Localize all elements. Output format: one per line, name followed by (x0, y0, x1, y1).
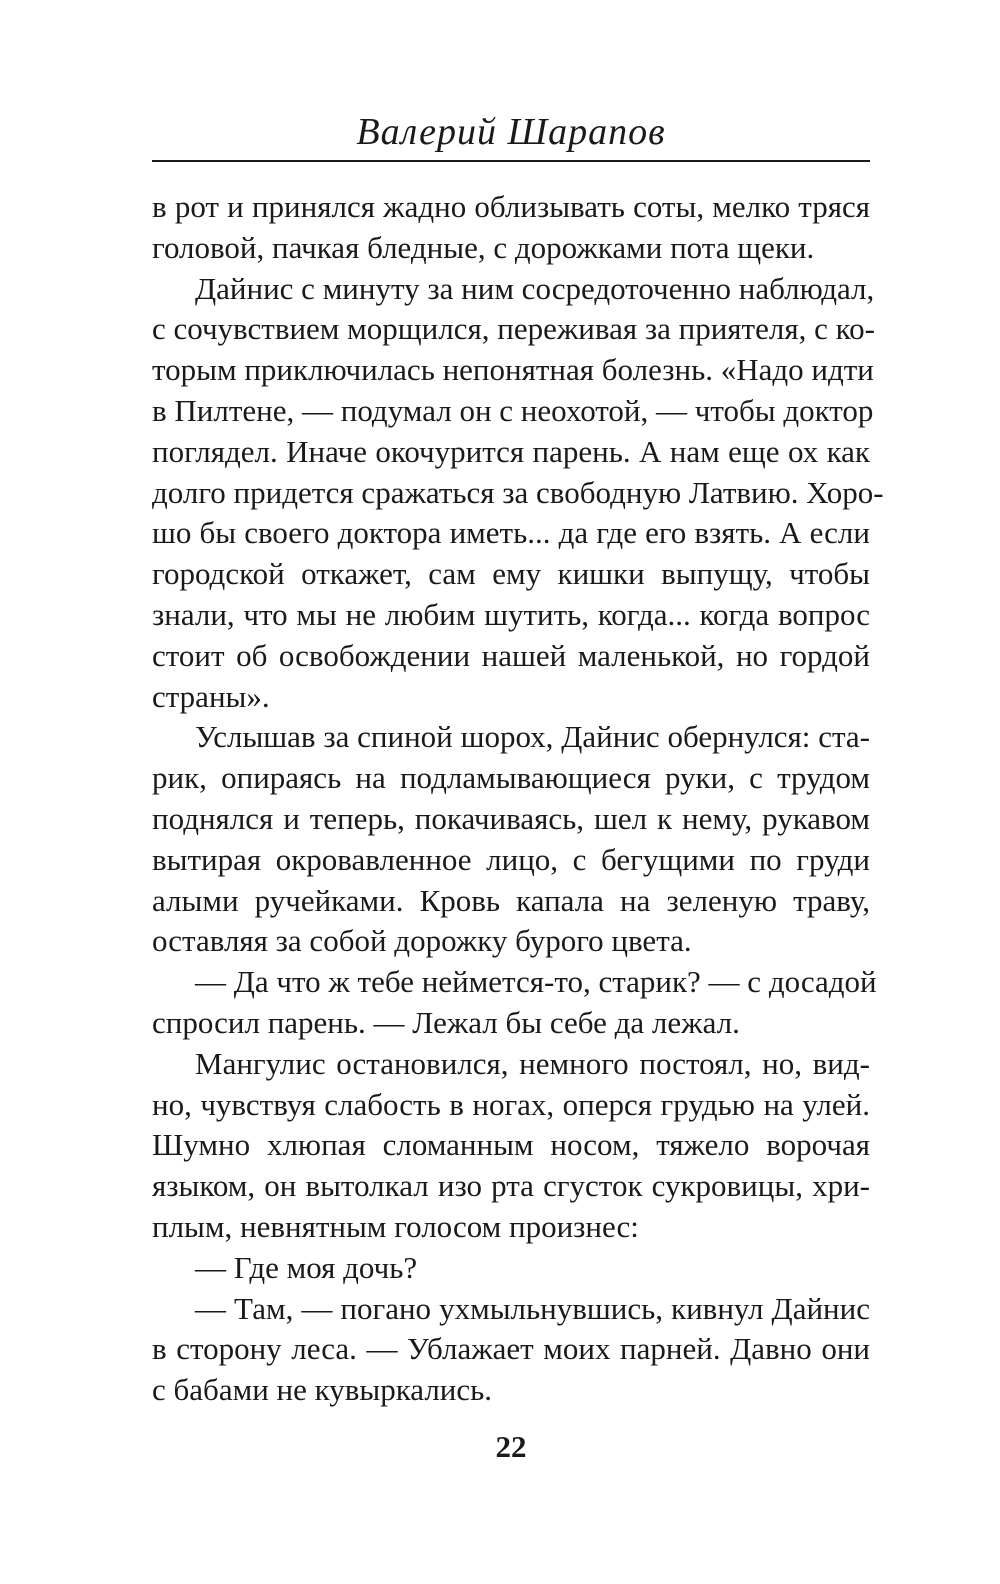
paragraph (152, 187, 870, 269)
text-line: городской откажет, сам ему кишки выпущу, чтобы (152, 556, 870, 592)
header-rule (152, 160, 870, 162)
running-head-author: Валерий Шарапов (356, 111, 666, 153)
text-line: в рот и принялся жадно облизывать соты, мелко тряся (152, 189, 870, 224)
text-line: — Где моя дочь? (195, 1249, 418, 1285)
paragraph (152, 1044, 870, 1248)
text-line: страны». (152, 678, 270, 714)
text-line: поглядел. Иначе окочурится парень. А нам еще ох как (152, 433, 870, 469)
text-line: — Там, — погано ухмыльнувшись, кивнул Дайнис (195, 1290, 870, 1326)
paragraph (152, 269, 884, 718)
text-line: вытирая окровавленное лицо, с бегущими по груди (152, 841, 870, 877)
text-line: языком, он вытолкал изо рта сгусток сукровицы, хри- (152, 1168, 870, 1204)
text-line: в сторону леса. — Ублажает моих парней. Давно они (152, 1331, 870, 1367)
text-line: но, чувствуя слабость в ногах, оперся грудью на улей. (152, 1086, 870, 1122)
text-line: поднялся и теперь, покачиваясь, шел к нему, рукавом (152, 800, 870, 836)
text-line: спросил парень. — Лежал бы себе да лежал. (152, 1004, 740, 1040)
paragraph (152, 1289, 870, 1411)
text-line: с бабами не кувыркались. (152, 1372, 493, 1408)
text-line: знали, что мы не любим шутить, когда... когда вопрос (152, 596, 870, 632)
text-line: плым, невнятным голосом произнес: (152, 1208, 639, 1244)
text-line: Услышав за спиной шорох, Дайнис обернулся: ста- (195, 719, 870, 755)
text-line: с сочувствием морщился, переживая за приятеля, с ко- (152, 311, 875, 347)
text-line: Дайнис с минуту за ним сосредоточенно наблюдал, (195, 270, 875, 306)
text-line: стоит об освобождении нашей маленькой, но гордой (152, 637, 870, 673)
text-line: оставляя за собой дорожку бурого цвета. (152, 923, 692, 959)
paragraph (152, 717, 870, 962)
paragraph (152, 962, 877, 1044)
text-line: — Да что ж тебе неймется-то, старик? — с досадой (195, 964, 877, 1000)
text-line: торым приключилась непонятная болезнь. «Надо идти (152, 352, 874, 388)
text-line: в Пилтене, — подумал он с неохотой, — чтобы доктор (152, 392, 874, 428)
text-line: алыми ручейками. Кровь капала на зеленую траву, (152, 882, 870, 918)
paragraph (152, 1248, 870, 1289)
page-number: 22 (495, 1429, 527, 1464)
text-line: головой, пачкая бледные, с дорожками пота щеки. (152, 229, 815, 265)
text-line: долго придется сражаться за свободную Латвию. Хоро- (152, 474, 884, 510)
text-line: Мангулис остановился, немного постоял, но, вид- (195, 1045, 870, 1081)
body-text (152, 187, 884, 1411)
text-line: рик, опираясь на подламывающиеся руки, с трудом (152, 760, 870, 796)
text-line: Шумно хлюпая сломанным носом, тяжело ворочая (152, 1127, 870, 1163)
text-line: шо бы своего доктора иметь... да где его взять. А если (152, 515, 870, 551)
